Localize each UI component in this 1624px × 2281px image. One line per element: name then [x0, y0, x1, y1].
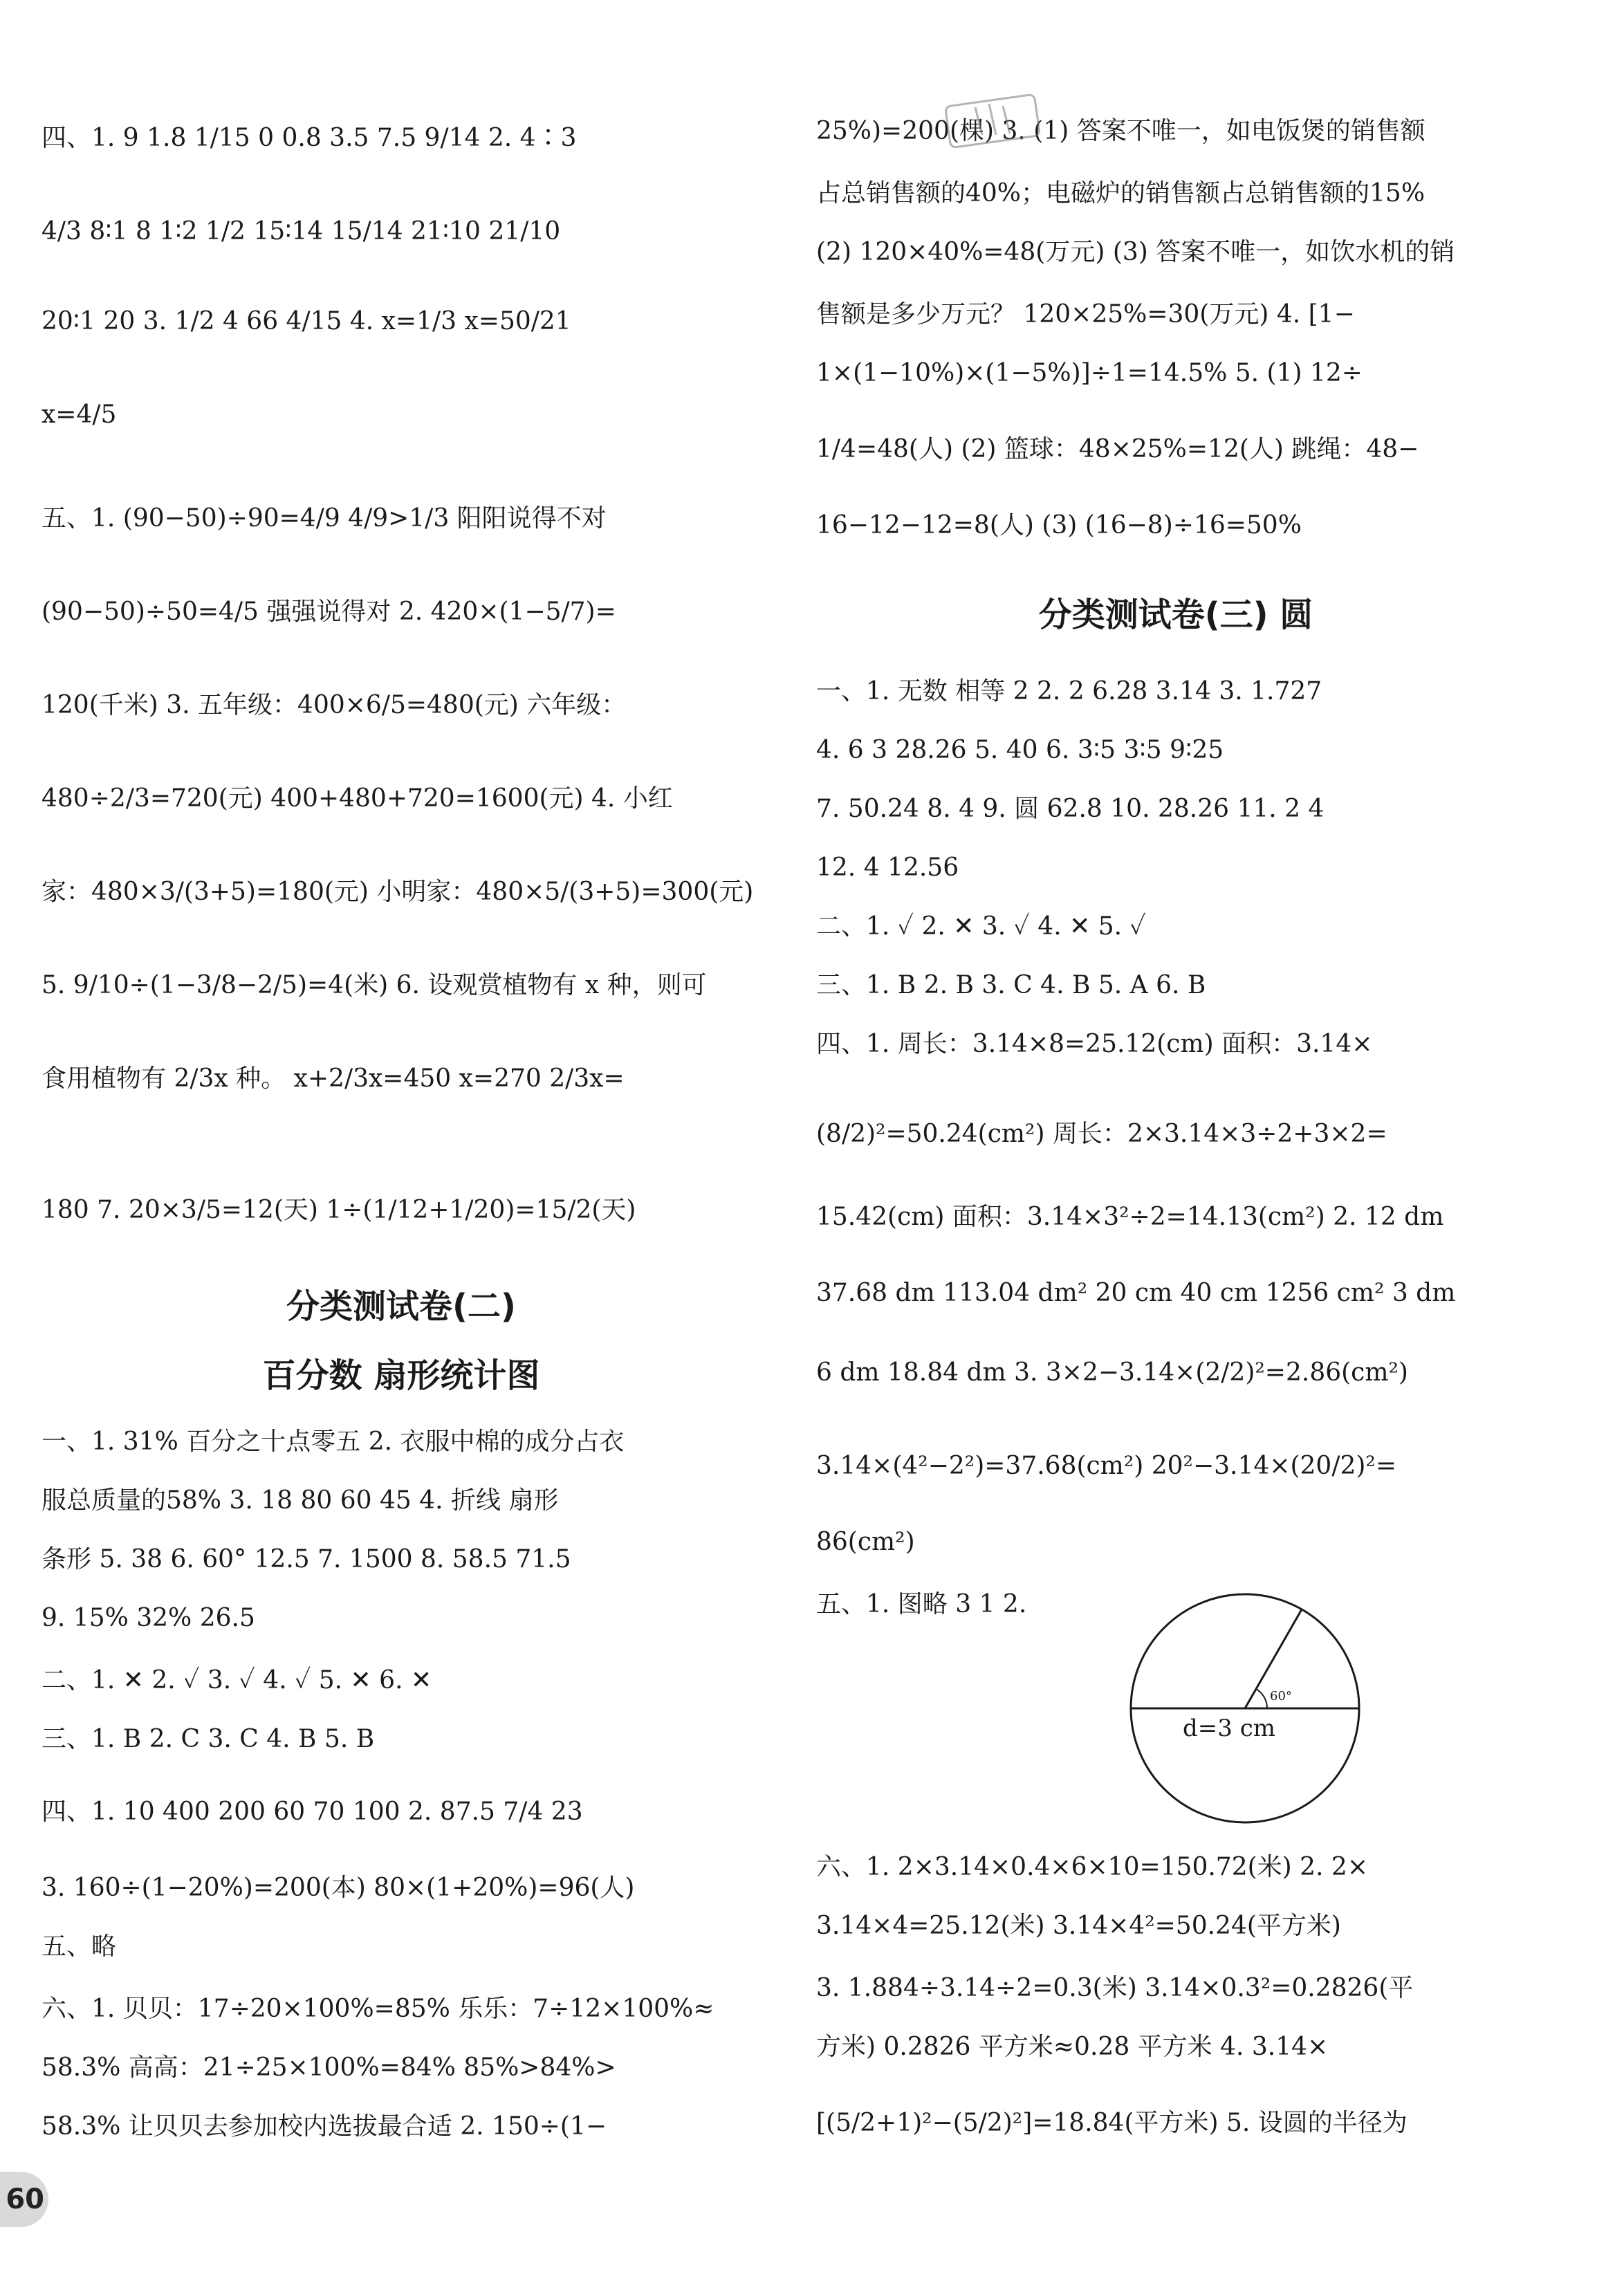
- text-line: 20∶1 20 3. 1/2 4 66 4/15 4. x=1/3 x=50/21: [41, 307, 571, 335]
- text-line: (2) 120×40%=48(万元) (3) 答案不唯一，如饮水机的销: [816, 238, 1455, 266]
- text-line: 四、1. 周长：3.14×8=25.12(cm) 面积：3.14×: [816, 1030, 1373, 1058]
- text-line: 15.42(cm) 面积：3.14×3²÷2=14.13(cm²) 2. 12 dm: [816, 1203, 1444, 1231]
- text-line: 3.14×(4²−2²)=37.68(cm²) 20²−3.14×(20/2)²=: [816, 1452, 1396, 1480]
- text-line: 占总销售额的40%；电磁炉的销售额占总销售额的15%: [816, 179, 1425, 207]
- text-line: 16−12−12=8(人) (3) (16−8)÷16=50%: [816, 511, 1302, 539]
- text-line: 五、1. (90−50)÷90=4/9 4/9>1/3 阳阳说得不对: [41, 504, 607, 533]
- text-line: 7. 50.24 8. 4 9. 圆 62.8 10. 28.26 11. 2 4: [816, 795, 1325, 823]
- stamp-icon: [941, 86, 1044, 156]
- text-line: (8/2)²=50.24(cm²) 周长：2×3.14×3÷2+3×2=: [816, 1120, 1387, 1148]
- text-line: 二、1. ✕ 2. ✓ 3. ✓ 4. ✓ 5. ✕ 6. ✕: [41, 1666, 432, 1694]
- diameter-label: d=3 cm: [1183, 1715, 1275, 1742]
- text-line: 家：480×3/(3+5)=180(元) 小明家：480×5/(3+5)=300(元): [41, 878, 754, 906]
- text-line: 3.14×4=25.12(米) 3.14×4²=50.24(平方米): [816, 1912, 1341, 1940]
- text-line: 方米) 0.2826 平方米≈0.28 平方米 4. 3.14×: [816, 2033, 1329, 2061]
- text-line: 五、1. 图略 3 1 2.: [816, 1590, 1027, 1618]
- text-line: 售额是多少万元？ 120×25%=30(万元) 4. [1−: [816, 300, 1355, 329]
- text-line: 一、1. 无数 相等 2 2. 2 6.28 3.14 3. 1.727: [816, 677, 1322, 705]
- text-line: 六、1. 贝贝：17÷20×100%=85% 乐乐：7÷12×100%≈: [41, 1995, 714, 2023]
- text-line: x=4/5: [41, 400, 117, 429]
- text-line: 条形 5. 38 6. 60° 12.5 7. 1500 8. 58.5 71.5: [41, 1545, 571, 1573]
- text-line: 5. 9/10÷(1−3/8−2/5)=4(米) 6. 设观赏植物有 x 种，则可: [41, 971, 707, 999]
- text-line: (90−50)÷50=4/5 强强说得对 2. 420×(1−5/7)=: [41, 598, 616, 626]
- text-line: 五、略: [41, 1932, 117, 1961]
- text-line: 1×(1−10%)×(1−5%)]÷1=14.5% 5. (1) 12÷: [816, 359, 1363, 387]
- circle-diagram: [1107, 1584, 1411, 1833]
- text-line: 9. 15% 32% 26.5: [41, 1604, 255, 1632]
- text-line: 四、1. 9 1.8 1/15 0 0.8 3.5 7.5 9/14 2. 4∶3: [41, 124, 577, 152]
- page-number: 60: [0, 2172, 48, 2227]
- text-line: 480÷2/3=720(元) 400+480+720=1600(元) 4. 小红: [41, 784, 673, 813]
- text-line: 一、1. 31% 百分之十点零五 2. 衣服中棉的成分占衣: [41, 1428, 625, 1456]
- text-line: 58.3% 高高：21÷25×100%=84% 85%>84%>: [41, 2053, 616, 2082]
- text-line: 三、1. B 2. C 3. C 4. B 5. B: [41, 1725, 375, 1753]
- text-line: 37.68 dm 113.04 dm² 20 cm 40 cm 1256 cm² 3 dm: [816, 1279, 1456, 1307]
- section-heading: 分类测试卷(二): [286, 1287, 516, 1326]
- text-line: 3. 1.884÷3.14÷2=0.3(米) 3.14×0.3²=0.2826(平: [816, 1974, 1414, 2002]
- text-line: 4/3 8∶1 8 1∶2 1/2 15∶14 15/14 21∶10 21/10: [41, 217, 561, 246]
- text-line: 86(cm²): [816, 1528, 915, 1556]
- text-line: 12. 4 12.56: [816, 853, 959, 882]
- text-line: 58.3% 让贝贝去参加校内选拔最合适 2. 150÷(1−: [41, 2112, 607, 2141]
- text-line: 二、1. ✓ 2. ✕ 3. ✓ 4. ✕ 5. ✓: [816, 912, 1146, 941]
- text-line: 三、1. B 2. B 3. C 4. B 5. A 6. B: [816, 971, 1206, 999]
- text-line: 6 dm 18.84 dm 3. 3×2−3.14×(2/2)²=2.86(cm²): [816, 1358, 1408, 1387]
- text-line: [(5/2+1)²−(5/2)²]=18.84(平方米) 5. 设圆的半径为: [816, 2109, 1408, 2137]
- section-subheading: 百分数 扇形统计图: [262, 1356, 540, 1395]
- section-heading: 分类测试卷(三) 圆: [1038, 595, 1313, 634]
- text-line: 4. 6 3 28.26 5. 40 6. 3∶5 3∶5 9∶25: [816, 736, 1224, 764]
- text-line: 四、1. 10 400 200 60 70 100 2. 87.5 7/4 23: [41, 1798, 583, 1826]
- text-line: 食用植物有 2/3x 种。 x+2/3x=450 x=270 2/3x=: [41, 1064, 625, 1093]
- angle-arc: [1256, 1689, 1267, 1708]
- text-line: 25%)=200(棵) 3. (1) 答案不唯一，如电饭煲的销售额: [816, 117, 1425, 145]
- text-line: 1/4=48(人) (2) 篮球：48×25%=12(人) 跳绳：48−: [816, 435, 1419, 463]
- text-line: 服总质量的58% 3. 18 80 60 45 4. 折线 扇形: [41, 1486, 559, 1515]
- text-line: 120(千米) 3. 五年级：400×6/5=480(元) 六年级：: [41, 691, 627, 719]
- text-line: 六、1. 2×3.14×0.4×6×10=150.72(米) 2. 2×: [816, 1853, 1368, 1881]
- text-line: 3. 160÷(1−20%)=200(本) 80×(1+20%)=96(人): [41, 1874, 635, 1902]
- text-line: 180 7. 20×3/5=12(天) 1÷(1/12+1/20)=15/2(天): [41, 1196, 636, 1224]
- angle-label: 60°: [1270, 1689, 1292, 1703]
